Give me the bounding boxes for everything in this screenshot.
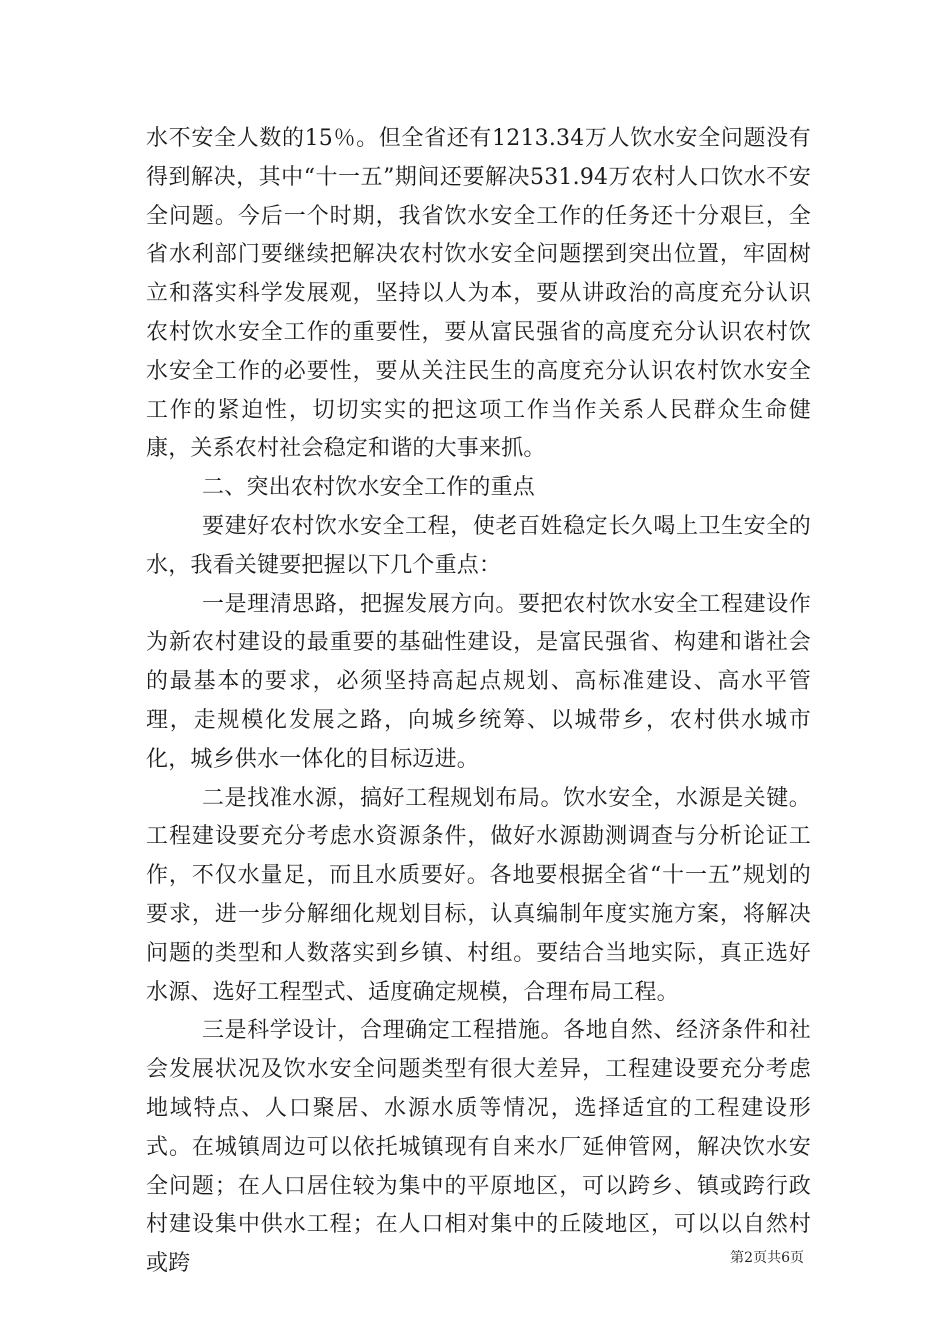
paragraph-point-one: 一是理清思路，把握发展方向。要把农村饮水安全工程建设作为新农村建设的最重要的基础性建设，是富民强省、构建和谐社会的最基本的要求，必须坚持高起点规划、高标准建设、高水平管理，走规模化发展之路，向城乡统筹、以城带乡，农村供水城市化，城乡供水一体化的目标迈进。 — [146, 591, 811, 772]
page-number: 第2页共6页 — [730, 1250, 804, 1266]
paragraph-intro: 要建好农村饮水安全工程，使老百姓稳定长久喝上卫生安全的水，我看关键要把握以下几个重点： — [146, 513, 811, 578]
document-body — [146, 120, 811, 1284]
paragraph-point-three: 三是科学设计，合理确定工程措施。各地自然、经济条件和社会发展状况及饮水安全问题类型有很大差异，工程建设要充分考虑地域特点、人口聚居、水源水质等情况，选择适宜的工程建设形式。在城镇周边可以依托城镇现有自来水厂延伸管网，解决饮水安全问题；在人口居住较为集中的平原地区，可以跨乡、镇或跨行政村建设集中供水工程；在人口相对集中的丘陵地区，可以以自然村或跨 — [146, 1018, 811, 1277]
section-heading: 二、突出农村饮水安全工作的重点 — [202, 475, 536, 501]
page-footer — [0, 1248, 950, 1268]
paragraph-continuation: 水不安全人数的15％。但全省还有1213.34万人饮水安全问题没有得到解决，其中“十一五”期间还要解决531.94万农村人口饮水不安全问题。今后一个时期，我省饮水安全工作的任务还十分艰巨，全省水利部门要继续把解决农村饮水安全问题摆到突出位置，牢固树立和落实科学发展观，坚持以人为本，要从讲政治的高度充分认识农村饮水安全工作的重要性，要从富民强省的高度充分认识农村饮水安全工作的必要性，要从关注民生的高度充分认识农村饮水安全工作的紧迫性，切切实实的把这项工作当作关系人民群众生命健康，关系农村社会稳定和谐的大事来抓。 — [146, 126, 811, 462]
paragraph-point-two: 二是找准水源，搞好工程规划布局。饮水安全，水源是关键。工程建设要充分考虑水资源条件，做好水源勘测调查与分析论证工作，不仅水量足，而且水质要好。各地要根据全省“十一五”规划的要求，进一步分解细化规划目标，认真编制年度实施方案，将解决问题的类型和人数落实到乡镇、村组。要结合当地实际，真正选好水源、选好工程型式、适度确定规模，合理布局工程。 — [146, 785, 811, 1005]
